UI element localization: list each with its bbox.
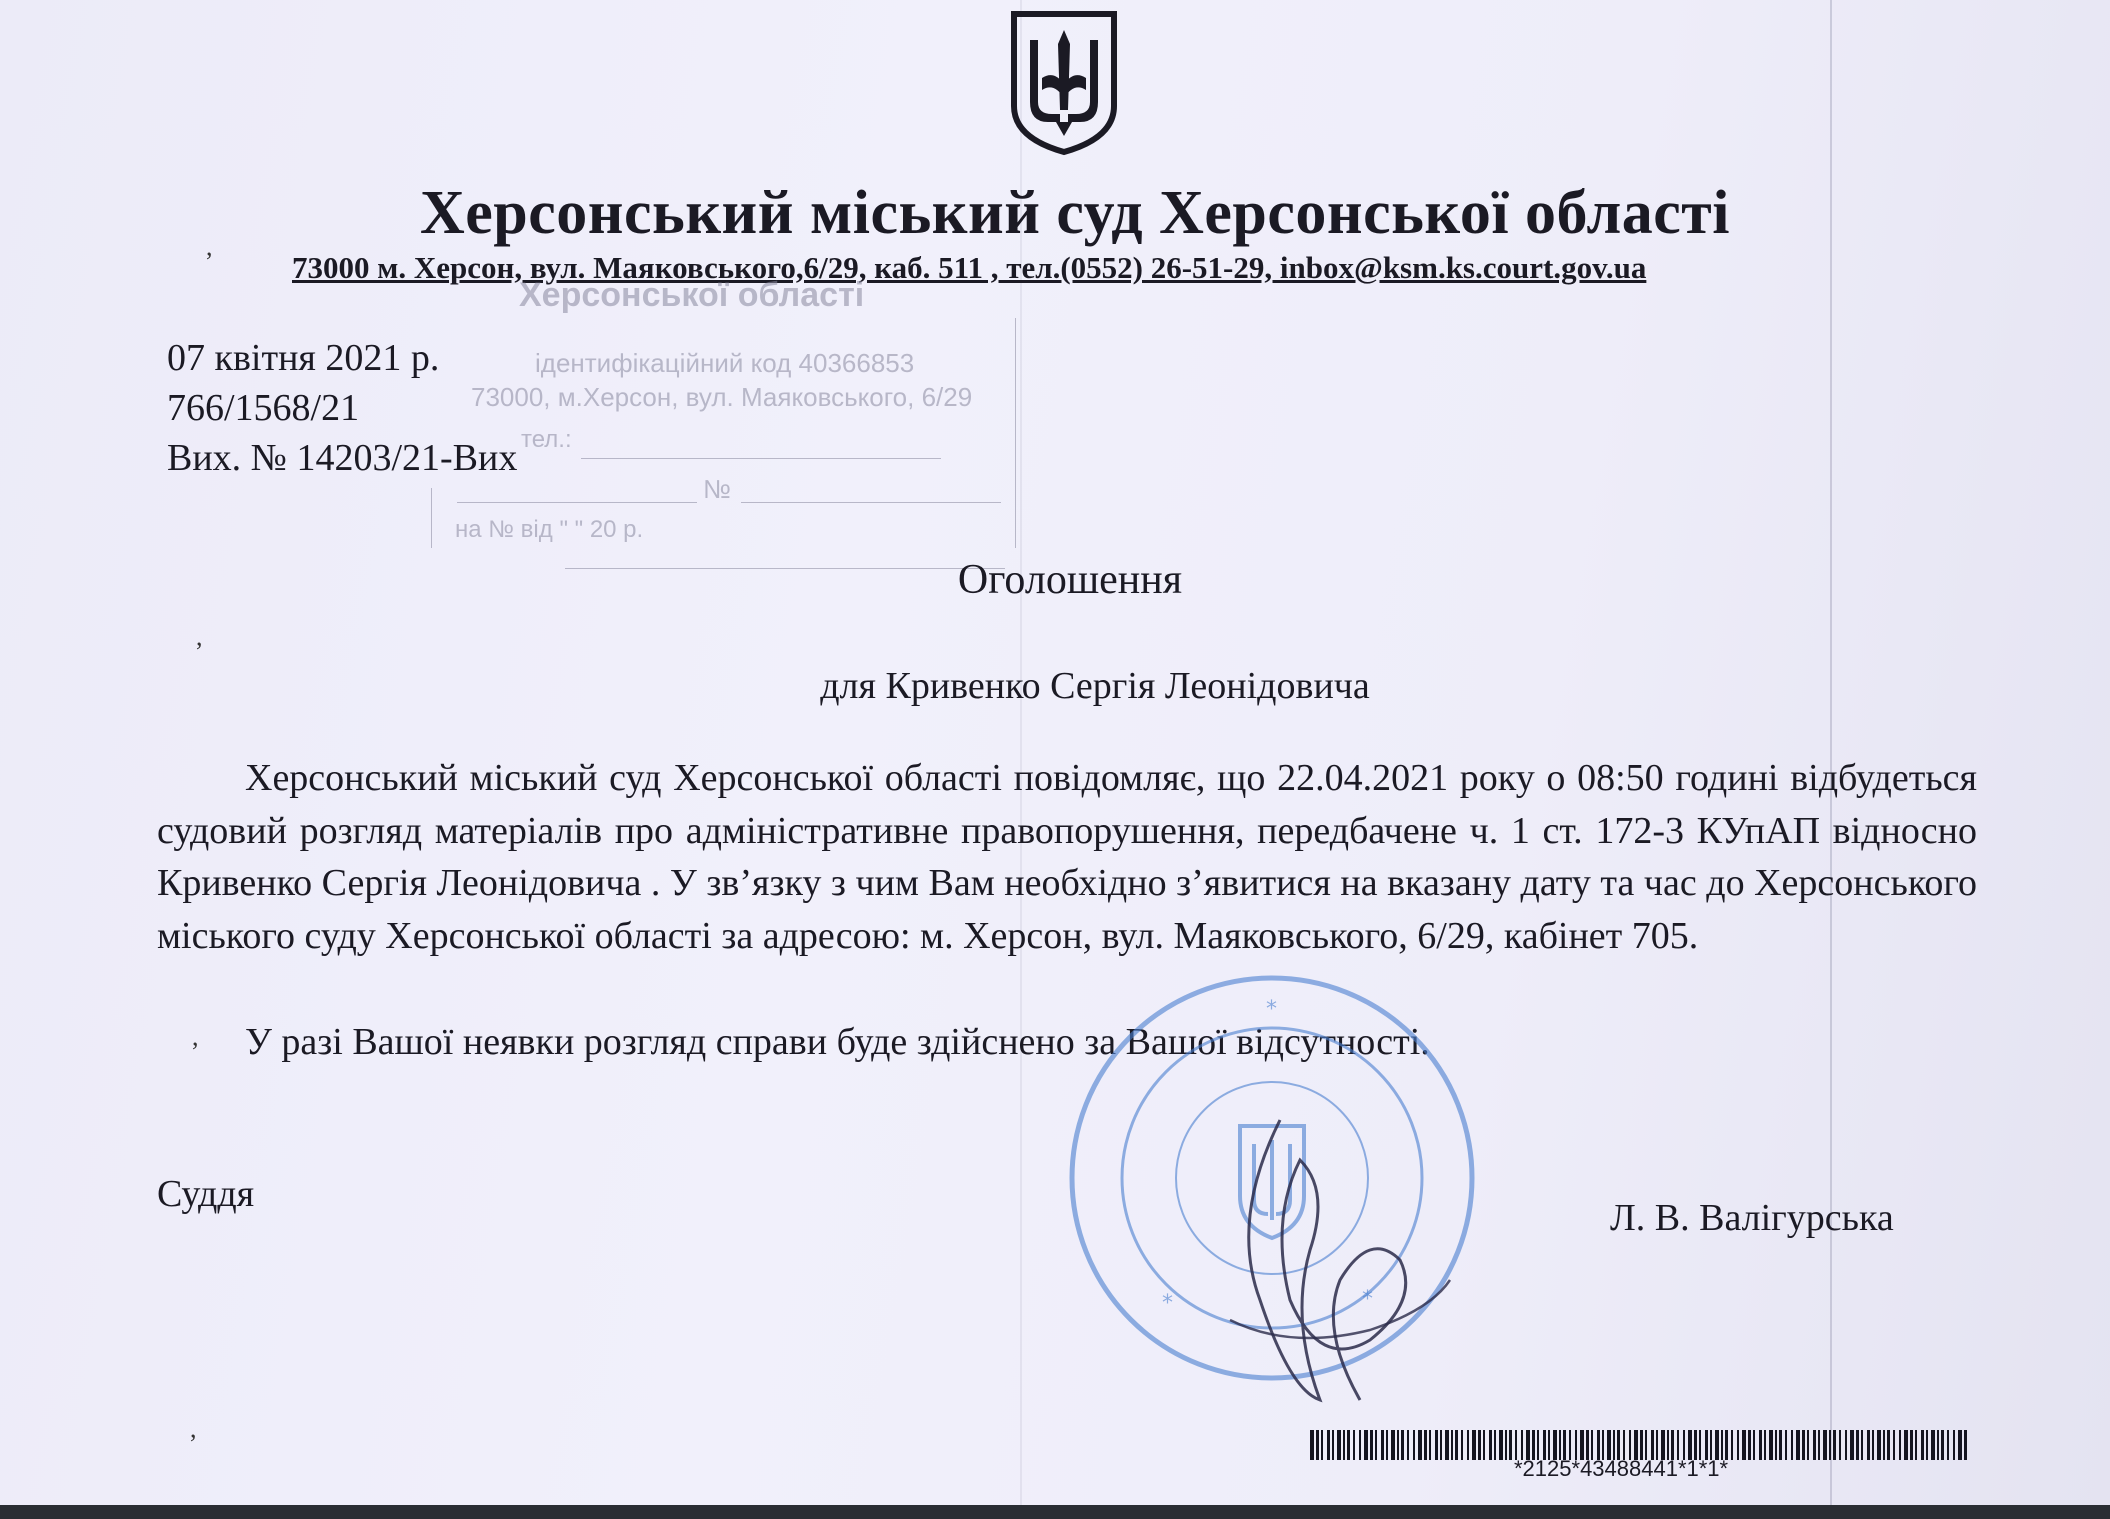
barcode-bar [1413, 1430, 1415, 1460]
court-name-heading: Херсонський міський суд Херсонської області [420, 179, 1730, 247]
barcode-bar [1964, 1430, 1967, 1460]
barcode-bar [1802, 1430, 1805, 1460]
barcode-bar [1316, 1430, 1319, 1460]
barcode-bar [1451, 1430, 1453, 1460]
barcode-bar [1445, 1430, 1449, 1460]
barcode-bar [1359, 1430, 1361, 1460]
barcode-bar [1381, 1430, 1384, 1460]
tryzub-coat-of-arms-icon [1008, 10, 1120, 156]
barcode-bar [1364, 1430, 1368, 1460]
barcode-bar [1386, 1430, 1388, 1460]
judge-name: Л. В. Валігурська [1610, 1197, 1894, 1239]
barcode-bar [1941, 1430, 1944, 1460]
barcode-bar [1958, 1430, 1962, 1460]
barcode-bar [1418, 1430, 1422, 1460]
barcode-bar [1883, 1430, 1885, 1460]
barcode-bar [1904, 1430, 1908, 1460]
signer-role: Суддя [157, 1173, 255, 1215]
barcode-bar [1845, 1430, 1847, 1460]
barcode-bar [1953, 1430, 1955, 1460]
barcode-bar [1397, 1430, 1399, 1460]
barcode-number: *2125*43488441*1*1* [1514, 1456, 1729, 1481]
barcode-bar [1370, 1430, 1373, 1460]
barcode-bar [1893, 1430, 1895, 1460]
stamp-border [1015, 318, 1016, 548]
court-address-line: 73000 м. Херсон, вул. Маяковського,6/29, каб. 511 , тел.(0552) 26-51-29, inbox@ksm.ks.court.gov.ua [292, 250, 1647, 285]
barcode-bar [1321, 1430, 1323, 1460]
barcode-bar [1472, 1430, 1476, 1460]
document-title: Оголошення [957, 557, 1183, 603]
scan-speck: , [196, 622, 203, 651]
barcode-bar [1779, 1430, 1782, 1460]
barcode-bar [1483, 1430, 1485, 1460]
barcode-bar [1877, 1430, 1881, 1460]
barcode-bar [1748, 1430, 1751, 1460]
svg-text:*: * [1162, 1291, 1173, 1316]
barcode-bar [1947, 1430, 1949, 1460]
barcode-bar [1467, 1430, 1469, 1460]
scan-speck: , [192, 1022, 199, 1051]
barcode-bar [1887, 1430, 1890, 1460]
barcode-bar [1791, 1430, 1793, 1460]
scan-speck: , [206, 232, 213, 261]
barcode-bar [1818, 1430, 1820, 1460]
barcode-bar [1509, 1430, 1512, 1460]
barcode-bar [1435, 1430, 1438, 1460]
barcode-bar [1796, 1430, 1800, 1460]
barcode-bar [1764, 1430, 1766, 1460]
barcode-bar [1461, 1430, 1463, 1460]
barcode-bar [1489, 1430, 1492, 1460]
stamp-line: 73000, м.Херсон, вул. Маяковського, 6/29 [471, 382, 973, 412]
stamp-underline [457, 502, 697, 503]
barcode-bar [1829, 1430, 1831, 1460]
letter-date: 07 квітня 2021 р. [167, 337, 440, 379]
barcode-bar [1850, 1430, 1854, 1460]
stamp-line: Херсонської області [519, 276, 865, 314]
barcode-bar [1872, 1430, 1874, 1460]
barcode-bar [1310, 1430, 1314, 1460]
barcode-bar [1833, 1430, 1836, 1460]
barcode-bar [1424, 1430, 1427, 1460]
barcode-bar [1813, 1430, 1816, 1460]
barcode-bar [1823, 1430, 1827, 1460]
barcode-bar [1375, 1430, 1377, 1460]
barcode-bar [1742, 1430, 1746, 1460]
stamp-border [431, 488, 432, 548]
barcode-bar [1910, 1430, 1913, 1460]
barcode-bar [1499, 1430, 1503, 1460]
barcode-bar [1407, 1430, 1409, 1460]
barcode-bar [1931, 1430, 1935, 1460]
absence-notice: У разі Вашої неявки розгляд справи буде здійснено за Вашої відсутності. [245, 1021, 1430, 1063]
barcode-bar [1759, 1430, 1762, 1460]
barcode-bar [1856, 1430, 1859, 1460]
barcode-bar [1343, 1430, 1345, 1460]
barcode-bar [1353, 1430, 1355, 1460]
barcode-bar [1478, 1430, 1481, 1460]
outgoing-number: Вих. № 14203/21-Вих [167, 437, 518, 479]
scan-speck: , [190, 1414, 197, 1443]
barcode-bar [1737, 1430, 1739, 1460]
barcode-bar [1347, 1430, 1350, 1460]
svg-text:*: * [1362, 1287, 1373, 1312]
judge-signature [1170, 1100, 1470, 1410]
barcode-bar [1785, 1430, 1787, 1460]
barcode-bar [1505, 1430, 1507, 1460]
barcode-bar [1440, 1430, 1442, 1460]
barcode-bar [1401, 1430, 1404, 1460]
stamp-line: № [703, 474, 731, 504]
case-number: 766/1568/21 [167, 387, 360, 429]
barcode-bar [1731, 1430, 1733, 1460]
stamp-underline [741, 502, 1001, 503]
stamp-line: ідентифікаційний код 40366853 [535, 348, 915, 378]
addressee-line: для Кривенко Сергія Леонідовича [820, 665, 1370, 707]
svg-text:*: * [1266, 997, 1277, 1022]
barcode-bar [1332, 1430, 1334, 1460]
barcode-bar [1861, 1430, 1863, 1460]
barcode-bar [1915, 1430, 1917, 1460]
barcode-bar [1921, 1430, 1924, 1460]
barcode-bar [1926, 1430, 1928, 1460]
barcode-bar [1337, 1430, 1341, 1460]
barcode-bar [1807, 1430, 1809, 1460]
barcode-bar [1839, 1430, 1841, 1460]
barcode-bar [1937, 1430, 1939, 1460]
barcode-bar [1899, 1430, 1901, 1460]
notice-body-paragraph: Херсонський міський суд Херсонської області повідомляє, що 22.04.2021 року о 08:50 годині відбудеться судовий розгляд матеріалів про адміністративне правопорушення, передбачене ч. 1 ст. 172-3 КУпАП відносно Кривенко Сергія Леонідовича . У зв’язку з чим Вам необхідно з’явитися на вказану дату та час до Херсонського міського суду Херсонської області за адресою: м. Херсон, вул. Маяковського, 6/29, кабінет 705. [157, 757, 1977, 957]
barcode-bar [1867, 1430, 1870, 1460]
barcode-bar [1429, 1430, 1431, 1460]
stamp-line: тел.: [521, 426, 572, 453]
barcode-bar [1775, 1430, 1777, 1460]
registration-stamp [435, 168, 1025, 558]
stamp-line: на № від " " 20 р. [455, 516, 644, 543]
barcode-bar [1494, 1430, 1496, 1460]
stamp-underline [581, 458, 941, 459]
barcode-bar [1455, 1430, 1458, 1460]
barcode-bar [1327, 1430, 1330, 1460]
barcode-bar [1391, 1430, 1395, 1460]
barcode-bar [1769, 1430, 1773, 1460]
barcode-bar [1753, 1430, 1755, 1460]
